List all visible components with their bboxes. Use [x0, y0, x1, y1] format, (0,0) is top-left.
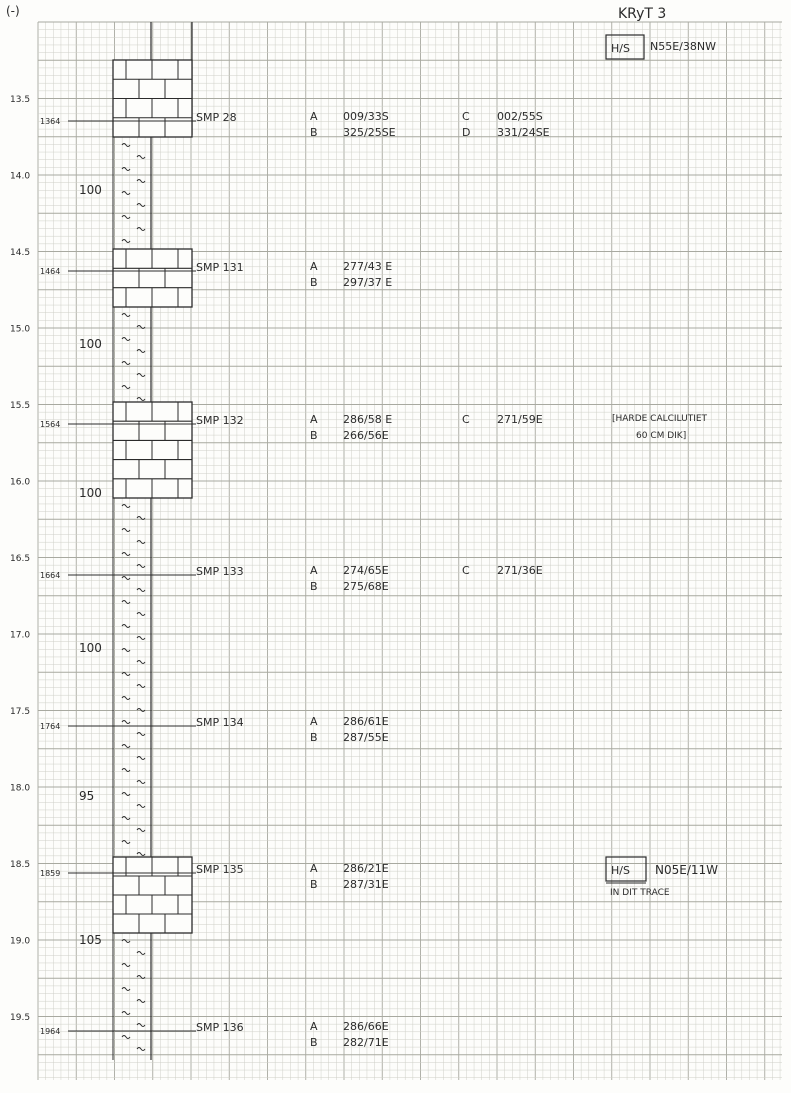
measurement-value: 286/58 E — [343, 413, 393, 426]
measurement-key: A — [310, 564, 318, 577]
depth-mark: 1764 — [40, 722, 61, 731]
measurement-key: B — [310, 276, 318, 289]
hs-box-135-label: H/S — [611, 864, 630, 877]
structure-note-135 — [606, 857, 718, 898]
depth-label: 19.5 — [10, 1013, 31, 1023]
depth-label: 14.0 — [10, 171, 31, 182]
measurement-key: C — [462, 564, 470, 577]
hs-orientation-135: N05E/11W — [655, 863, 719, 877]
sample-label: SMP 135 — [196, 863, 244, 876]
measurement-key: A — [310, 862, 318, 875]
measurement-value: 282/71E — [343, 1036, 389, 1049]
depth-mark: 1859 — [40, 869, 61, 878]
measurement-key: A — [310, 110, 318, 123]
measurement-value: 331/24SE — [497, 126, 550, 139]
depth-mark: 1464 — [40, 267, 61, 276]
calcilutite-note-line1: [HARDE CALCILUTIET — [612, 414, 708, 424]
depth-label: 19.0 — [10, 936, 31, 947]
measurement-key: C — [462, 413, 470, 426]
depth-label: 15.5 — [10, 401, 31, 411]
depth-mark: 1564 — [40, 420, 61, 429]
depth-mark: 1664 — [40, 571, 61, 580]
recovery-percent: 100 — [79, 641, 102, 655]
recovery-percent: 100 — [79, 337, 102, 351]
measurement-key: A — [310, 413, 318, 426]
measurement-value: 271/59E — [497, 413, 543, 426]
depth-label: 16.5 — [10, 554, 31, 564]
measurement-key: C — [462, 110, 470, 123]
depth-label: 15.0 — [10, 324, 31, 335]
sample-label: SMP 136 — [196, 1021, 244, 1034]
depth-mark: 1364 — [40, 117, 61, 126]
depth-label: 17.5 — [10, 707, 31, 717]
hs-orientation: N55E/38NW — [650, 40, 716, 53]
measurement-value: 297/37 E — [343, 276, 393, 289]
structure-note-top — [606, 35, 716, 59]
recovery-percent: 95 — [79, 789, 95, 803]
measurement-value: 266/56E — [343, 429, 389, 442]
hs-box-label: H/S — [611, 42, 630, 55]
hs-sub-note: IN DIT TRACE — [610, 888, 670, 898]
sample-label: SMP 132 — [196, 414, 244, 427]
sample-label: SMP 133 — [196, 565, 244, 578]
depth-label: 17.0 — [10, 630, 31, 641]
sample-label: SMP 28 — [196, 111, 237, 124]
recovery-percent: 100 — [79, 183, 102, 197]
measurement-key: B — [310, 126, 318, 139]
measurement-value: 286/66E — [343, 1020, 389, 1033]
measurement-value: 287/31E — [343, 878, 389, 891]
measurement-key: B — [310, 429, 318, 442]
measurement-key: B — [310, 878, 318, 891]
measurement-value: 271/36E — [497, 564, 543, 577]
measurement-value: 286/21E — [343, 862, 389, 875]
measurement-key: B — [310, 731, 318, 744]
depth-label: 14.5 — [10, 248, 31, 258]
depth-mark: 1964 — [40, 1027, 61, 1036]
depth-label: 13.5 — [10, 95, 31, 105]
measurement-value: 277/43 E — [343, 260, 393, 273]
measurement-key: A — [310, 715, 318, 728]
measurement-key: B — [310, 580, 318, 593]
corner-mark: (-) — [6, 4, 20, 18]
sample-label: SMP 131 — [196, 261, 244, 274]
recovery-percent: 100 — [79, 486, 102, 500]
measurement-value: 287/55E — [343, 731, 389, 744]
measurement-key: A — [310, 260, 318, 273]
measurement-key: B — [310, 1036, 318, 1049]
recovery-percent: 105 — [79, 933, 102, 947]
depth-label: 16.0 — [10, 477, 31, 488]
measurement-value: 275/68E — [343, 580, 389, 593]
measurement-value: 002/55S — [497, 110, 543, 123]
measurement-value: 325/25SE — [343, 126, 396, 139]
measurement-key: D — [462, 126, 471, 139]
sheet-title: KRyT 3 — [618, 6, 667, 22]
sample-label: SMP 134 — [196, 716, 244, 729]
depth-label: 18.5 — [10, 860, 31, 870]
depth-label: 18.0 — [10, 783, 31, 794]
calcilutite-note-line2: 60 CM DIK] — [636, 431, 687, 441]
measurement-value: 274/65E — [343, 564, 389, 577]
measurement-value: 009/33S — [343, 110, 389, 123]
depth-axis — [10, 95, 30, 1023]
measurement-key: A — [310, 1020, 318, 1033]
measurement-value: 286/61E — [343, 715, 389, 728]
